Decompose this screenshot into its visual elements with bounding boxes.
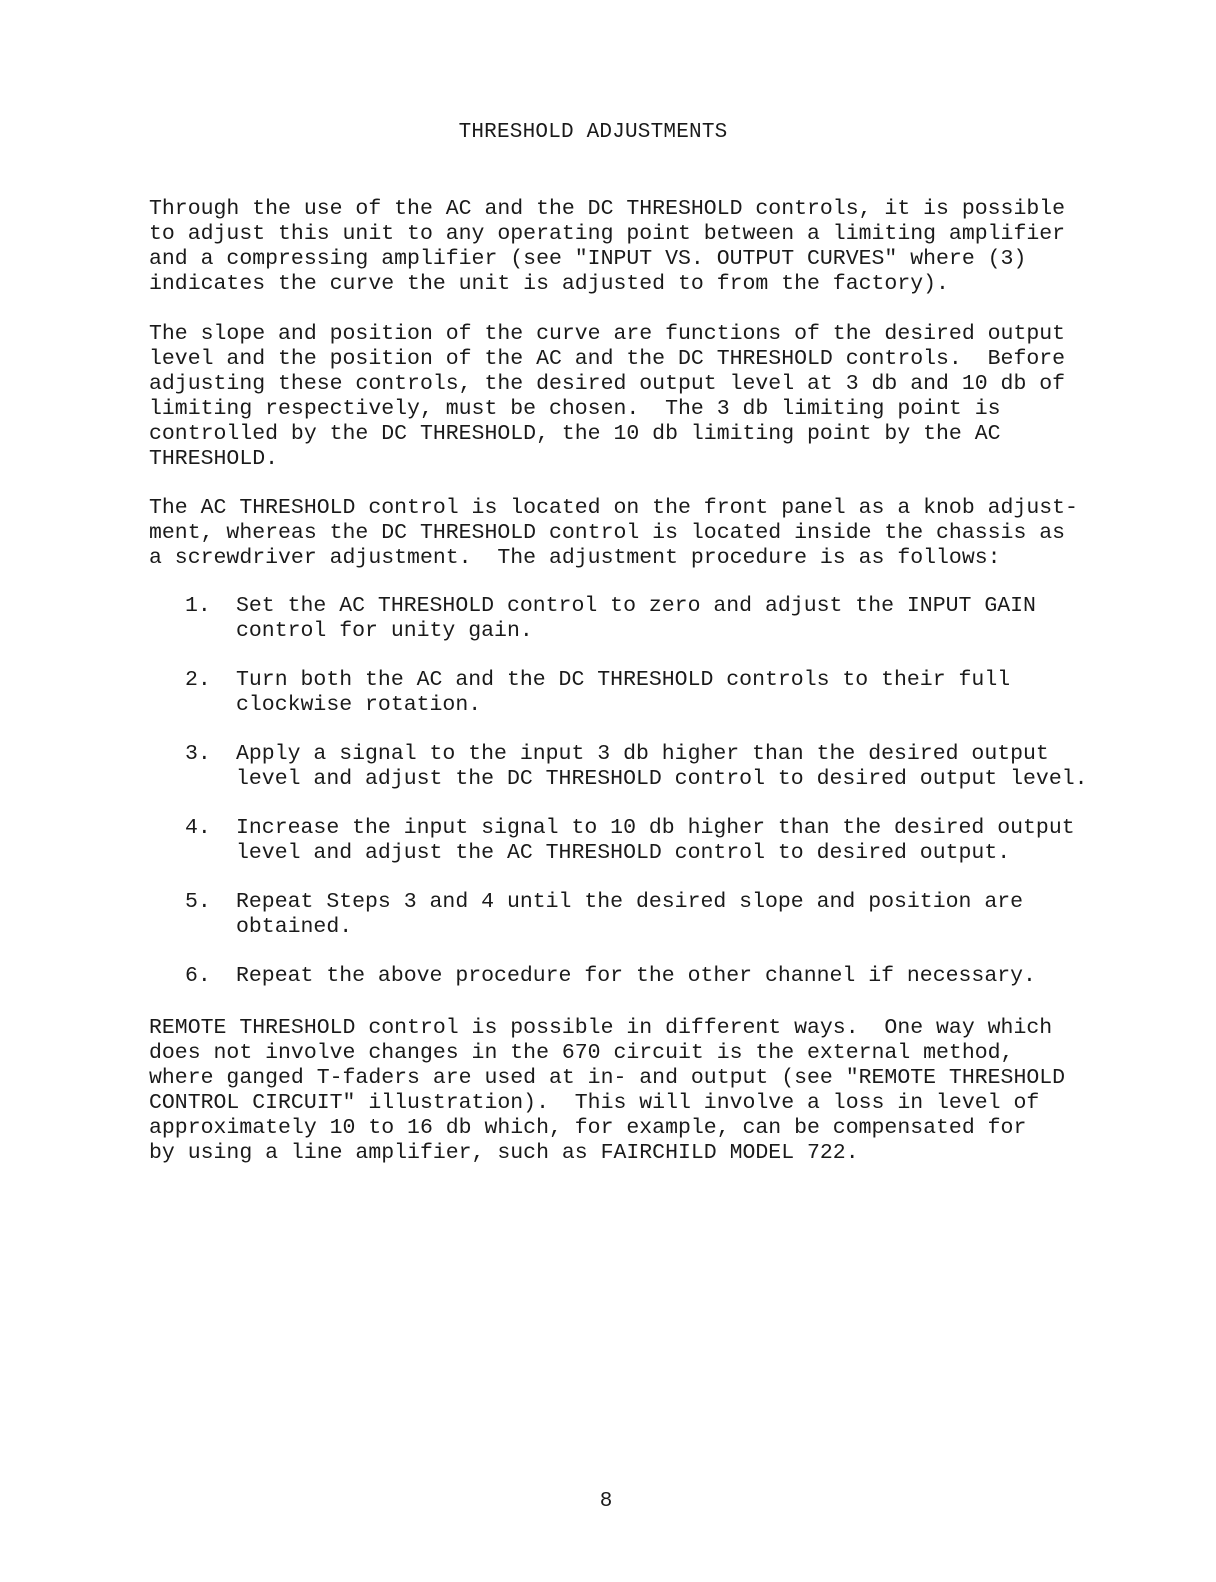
step-number: 2. [185, 668, 211, 692]
step-number: 5. [185, 890, 211, 914]
slope-paragraph: The slope and position of the curve are functions of the desired output level and the position of the AC and the DC THRESHOLD controls. Before adjusting these controls, the desired output level at 3 db and 10 db of limiting respectively, must be chosen. The 3 db limiting point is controlled by the DC THRESHOLD, the 10 db limiting point by the AC THRESHOLD. [149, 322, 1066, 471]
page-title: THRESHOLD ADJUSTMENTS [458, 121, 728, 144]
step-text: Apply a signal to the input 3 db higher than the desired output level and adjust the DC THRESHOLD control to desired output level. [236, 742, 1088, 791]
procedure-step [185, 890, 1085, 940]
procedure-step [185, 668, 1085, 718]
step-text: Turn both the AC and the DC THRESHOLD controls to their full clockwise rotation. [236, 668, 1011, 717]
step-text: Repeat the above procedure for the other channel if necessary. [236, 964, 1036, 988]
step-text: Increase the input signal to 10 db higher than the desired output level and adjust the AC THRESHOLD control to desired output. [236, 816, 1075, 865]
procedure-step [185, 964, 1085, 989]
step-text: Repeat Steps 3 and 4 until the desired slope and position are obtained. [236, 890, 1024, 939]
procedure-step [185, 816, 1085, 866]
intro-paragraph: Through the use of the AC and the DC THRESHOLD controls, it is possible to adjust this unit to any operating point between a limiting amplifier and a compressing amplifier (see "INPUT VS. OUTPUT CURVES" where (3) indicates the curve the unit is adjusted to from the factory). [149, 197, 1066, 296]
procedure-step [185, 742, 1088, 792]
step-number: 3. [185, 742, 211, 766]
procedure-step [185, 594, 1085, 644]
location-paragraph: The AC THRESHOLD control is located on the front panel as a knob adjust- ment, whereas the DC THRESHOLD control is located inside the chassis as a screwdriver adjustment. The adjustment procedure is as follows: [149, 496, 1078, 570]
page-number: 8 [599, 1490, 613, 1513]
step-text: Set the AC THRESHOLD control to zero and adjust the INPUT GAIN control for unity gain. [236, 594, 1036, 643]
step-number: 1. [185, 594, 211, 618]
step-number: 6. [185, 964, 211, 988]
procedure-steps [185, 594, 1088, 1013]
remote-threshold-paragraph: REMOTE THRESHOLD control is possible in different ways. One way which does not involve changes in the 670 circuit is the external method, where ganged T-faders are used at in- and output (see "REMOTE THRESHOLD CONTROL CIRCUIT" illustration). This will involve a loss in level of approximately 10 to 16 db which, for example, can be compensated for by using a line amplifier, such as FAIRCHILD MODEL 722. [149, 1016, 1066, 1165]
step-number: 4. [185, 816, 211, 840]
